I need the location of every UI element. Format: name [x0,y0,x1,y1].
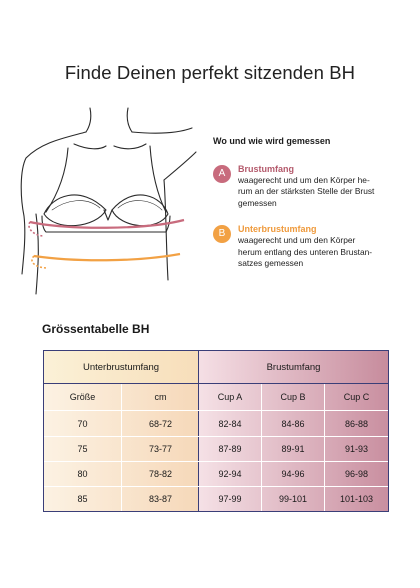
measure-underbust-description: waagerecht und um den Körper herum entlang des unteren Brustan- satzes gemessen [238,235,373,269]
table-cell: 101-103 [339,494,374,504]
table-cell: 96-98 [344,469,369,479]
table-cell: 75 [77,444,88,454]
table-cell: 82-84 [218,418,242,429]
bra-strap-left [46,148,68,212]
table-cell: 84-86 [281,418,305,429]
table-cell: 89-91 [281,444,305,454]
col-header-cm: cm [154,392,167,402]
bra-band [42,216,170,232]
table-cell: 78-82 [148,469,173,479]
col-header-cup-a: Cup A [217,392,243,402]
measure-underbust [210,224,415,269]
table-cell: 86-88 [344,418,369,429]
bra-strap-right [150,146,166,212]
table-cell: 87-89 [218,444,242,454]
size-table-title: Grössentabelle BH [42,322,150,336]
page-title: Finde Deinen perfekt sitzenden BH [64,62,356,83]
group-header-bust: Brustumfang [199,351,388,384]
col-header-cup-b: Cup B [280,392,306,402]
table-cell: 94-96 [281,469,305,479]
table-cell: 85 [77,494,88,504]
badge-a: A [213,165,231,183]
table-cell: 80 [77,469,88,479]
col-header-cup-c: Cup C [343,392,370,402]
table-cell: 91-93 [344,444,369,454]
left-shoulder-outline [21,132,86,274]
measure-bust [210,164,415,209]
underbust-measure-line [34,254,180,260]
size-table [43,350,389,512]
bra-measurement-illustration [16,104,202,300]
table-cell: 70 [77,418,88,429]
table-cell: 92-94 [218,469,242,479]
info-heading: Wo und wie wird gemessen [213,136,331,146]
group-header-underbust: Unterbrustumfang [44,351,199,384]
measure-bust-description: waagerecht und um den Körper he- rum an der stärksten Stelle der Brust gemessen [238,175,375,208]
table-cell: 97-99 [218,494,242,504]
bra-cup-right [112,195,168,226]
table-cell: 73-77 [148,444,173,454]
table-cell: 83-87 [148,494,173,504]
measure-underbust-title: Unterbrustumfang [238,224,317,235]
measurement-info [210,136,415,284]
right-shoulder-outline [132,128,192,133]
table-cell: 68-72 [148,418,173,429]
badge-b: B [213,225,231,243]
measure-bust-title: Brustumfang [238,164,294,174]
col-header-size: Größe [69,392,96,402]
table-cell: 99-101 [278,494,308,504]
neck-outline [86,108,91,132]
